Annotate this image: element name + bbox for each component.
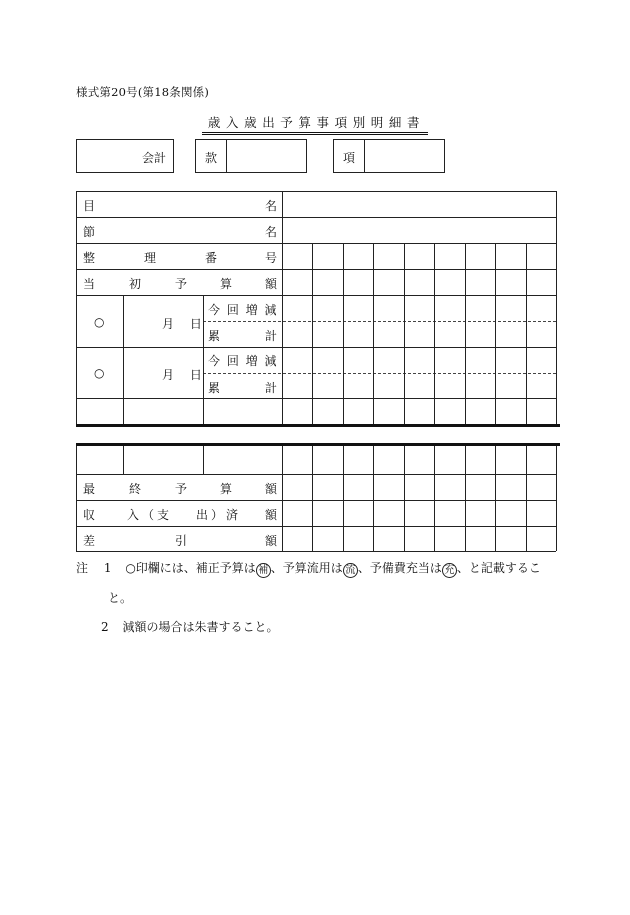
tousho-yosan-label: 算 xyxy=(220,277,233,291)
grid-line xyxy=(404,446,405,551)
ruikei-label-2: 計 xyxy=(265,381,278,395)
grid-line xyxy=(343,446,344,551)
seiri-bangou-label: 番 xyxy=(205,251,218,265)
double-rule-top xyxy=(76,424,560,427)
grid-line xyxy=(76,526,556,527)
grid-line xyxy=(76,551,556,552)
sashihiki-label: 額 xyxy=(265,534,278,548)
grid-line xyxy=(373,446,374,551)
moku-name-label: 名 xyxy=(265,199,278,213)
grid-line xyxy=(76,269,556,270)
revision-mark-1: ○ xyxy=(94,315,105,329)
shuunyuu-label: 収 xyxy=(83,508,96,522)
kan-label: 款 xyxy=(205,151,218,165)
note-1-continuation: と。 xyxy=(108,591,133,605)
kou-value-field[interactable] xyxy=(365,140,443,172)
note-2-text: 減額の場合は朱書すること。 xyxy=(122,620,279,634)
grid-line xyxy=(556,446,557,551)
form-number: 様式第20号(第18条関係) xyxy=(76,85,210,99)
grid-line xyxy=(203,295,204,424)
note-2 xyxy=(101,618,278,635)
moku-name-field[interactable] xyxy=(283,192,555,217)
note-1-text-a: ○印欄には、補正予算は xyxy=(125,561,256,575)
tousho-yosan-label: 当 xyxy=(83,277,96,291)
grid-line xyxy=(76,474,556,475)
revision-date-1: 月 日 xyxy=(162,317,202,331)
note-1-text-d: 、と記載するこ xyxy=(456,561,541,575)
konkai-zougen-label-1: 今 回 増 減 xyxy=(208,303,278,317)
tousho-yosan-label: 初 xyxy=(129,277,142,291)
grid-line xyxy=(495,446,496,551)
circled-ryu-icon: 流 xyxy=(343,563,358,578)
grid-line xyxy=(312,446,313,551)
kaikei-label: 会計 xyxy=(141,151,166,165)
seiri-bangou-label: 号 xyxy=(265,251,278,265)
sashihiki-label: 差 xyxy=(83,534,96,548)
sashihiki-label: 引 xyxy=(175,534,188,548)
moku-label: 目 xyxy=(83,199,96,213)
grid-line xyxy=(123,295,124,424)
note-1 xyxy=(76,559,541,578)
revision-date-2: 月 日 xyxy=(162,368,202,382)
setsu-label: 節 xyxy=(83,225,96,239)
grid-line xyxy=(404,243,405,424)
grid-line xyxy=(434,446,435,551)
grid-line xyxy=(76,295,556,296)
note-1-text xyxy=(125,561,541,575)
grid-line xyxy=(76,446,77,551)
saishuu-yosan-label: 予 xyxy=(175,482,188,496)
grid-line xyxy=(76,500,556,501)
saishuu-yosan-label: 算 xyxy=(220,482,233,496)
grid-line xyxy=(526,243,527,424)
grid-line xyxy=(76,398,556,399)
dashed-line xyxy=(203,373,556,374)
ruikei-label-1: 計 xyxy=(265,329,278,343)
grid-line xyxy=(123,446,124,474)
grid-line xyxy=(343,243,344,424)
grid-line xyxy=(556,191,557,424)
setsu-name-label: 名 xyxy=(265,225,278,239)
grid-line xyxy=(76,191,77,424)
tousho-yosan-label: 額 xyxy=(265,277,278,291)
shuunyuu-label: 額 xyxy=(265,508,278,522)
note-1-number: 1 xyxy=(103,561,112,575)
saishuu-yosan-label: 終 xyxy=(129,482,142,496)
note-2-number: 2 xyxy=(101,620,109,634)
grid-line xyxy=(373,243,374,424)
note-1-text-c: 、予備費充当は xyxy=(357,561,442,575)
grid-line xyxy=(76,243,556,244)
grid-line xyxy=(465,446,466,551)
konkai-zougen-label-2: 今 回 増 減 xyxy=(208,354,278,368)
grid-line xyxy=(526,446,527,551)
document-title xyxy=(0,113,630,135)
saishuu-yosan-label: 額 xyxy=(265,482,278,496)
ruikei-label-1: 累 xyxy=(208,329,221,343)
shuunyuu-label: 出）済 xyxy=(196,508,242,522)
setsu-name-field[interactable] xyxy=(283,218,555,243)
seiri-bangou-label: 整 xyxy=(83,251,96,265)
grid-line xyxy=(495,243,496,424)
kaikei-box xyxy=(76,139,174,173)
grid-line xyxy=(76,347,556,348)
double-rule-bottom xyxy=(76,443,560,446)
dashed-line xyxy=(203,321,556,322)
saishuu-yosan-label: 最 xyxy=(83,482,96,496)
shuunyuu-label: 入（支 xyxy=(127,508,173,522)
grid-line xyxy=(312,243,313,424)
grid-line xyxy=(465,243,466,424)
note-label: 注 xyxy=(76,561,89,575)
kan-value-field[interactable] xyxy=(227,140,305,172)
seiri-bangou-label: 理 xyxy=(144,251,157,265)
grid-line xyxy=(282,446,283,551)
grid-line xyxy=(203,446,204,474)
circled-juu-icon: 充 xyxy=(442,563,457,578)
note-1-text-b: 、予算流用は xyxy=(270,561,343,575)
ruikei-label-2: 累 xyxy=(208,381,221,395)
kou-box xyxy=(333,139,445,173)
document-title-text: 歳入歳出予算事項別明細書 xyxy=(202,113,428,135)
tousho-yosan-label: 予 xyxy=(175,277,188,291)
kou-label: 項 xyxy=(343,151,356,165)
revision-mark-2: ○ xyxy=(94,366,105,380)
circled-ho-icon: 補 xyxy=(256,563,271,578)
grid-line xyxy=(434,243,435,424)
kan-box xyxy=(195,139,307,173)
